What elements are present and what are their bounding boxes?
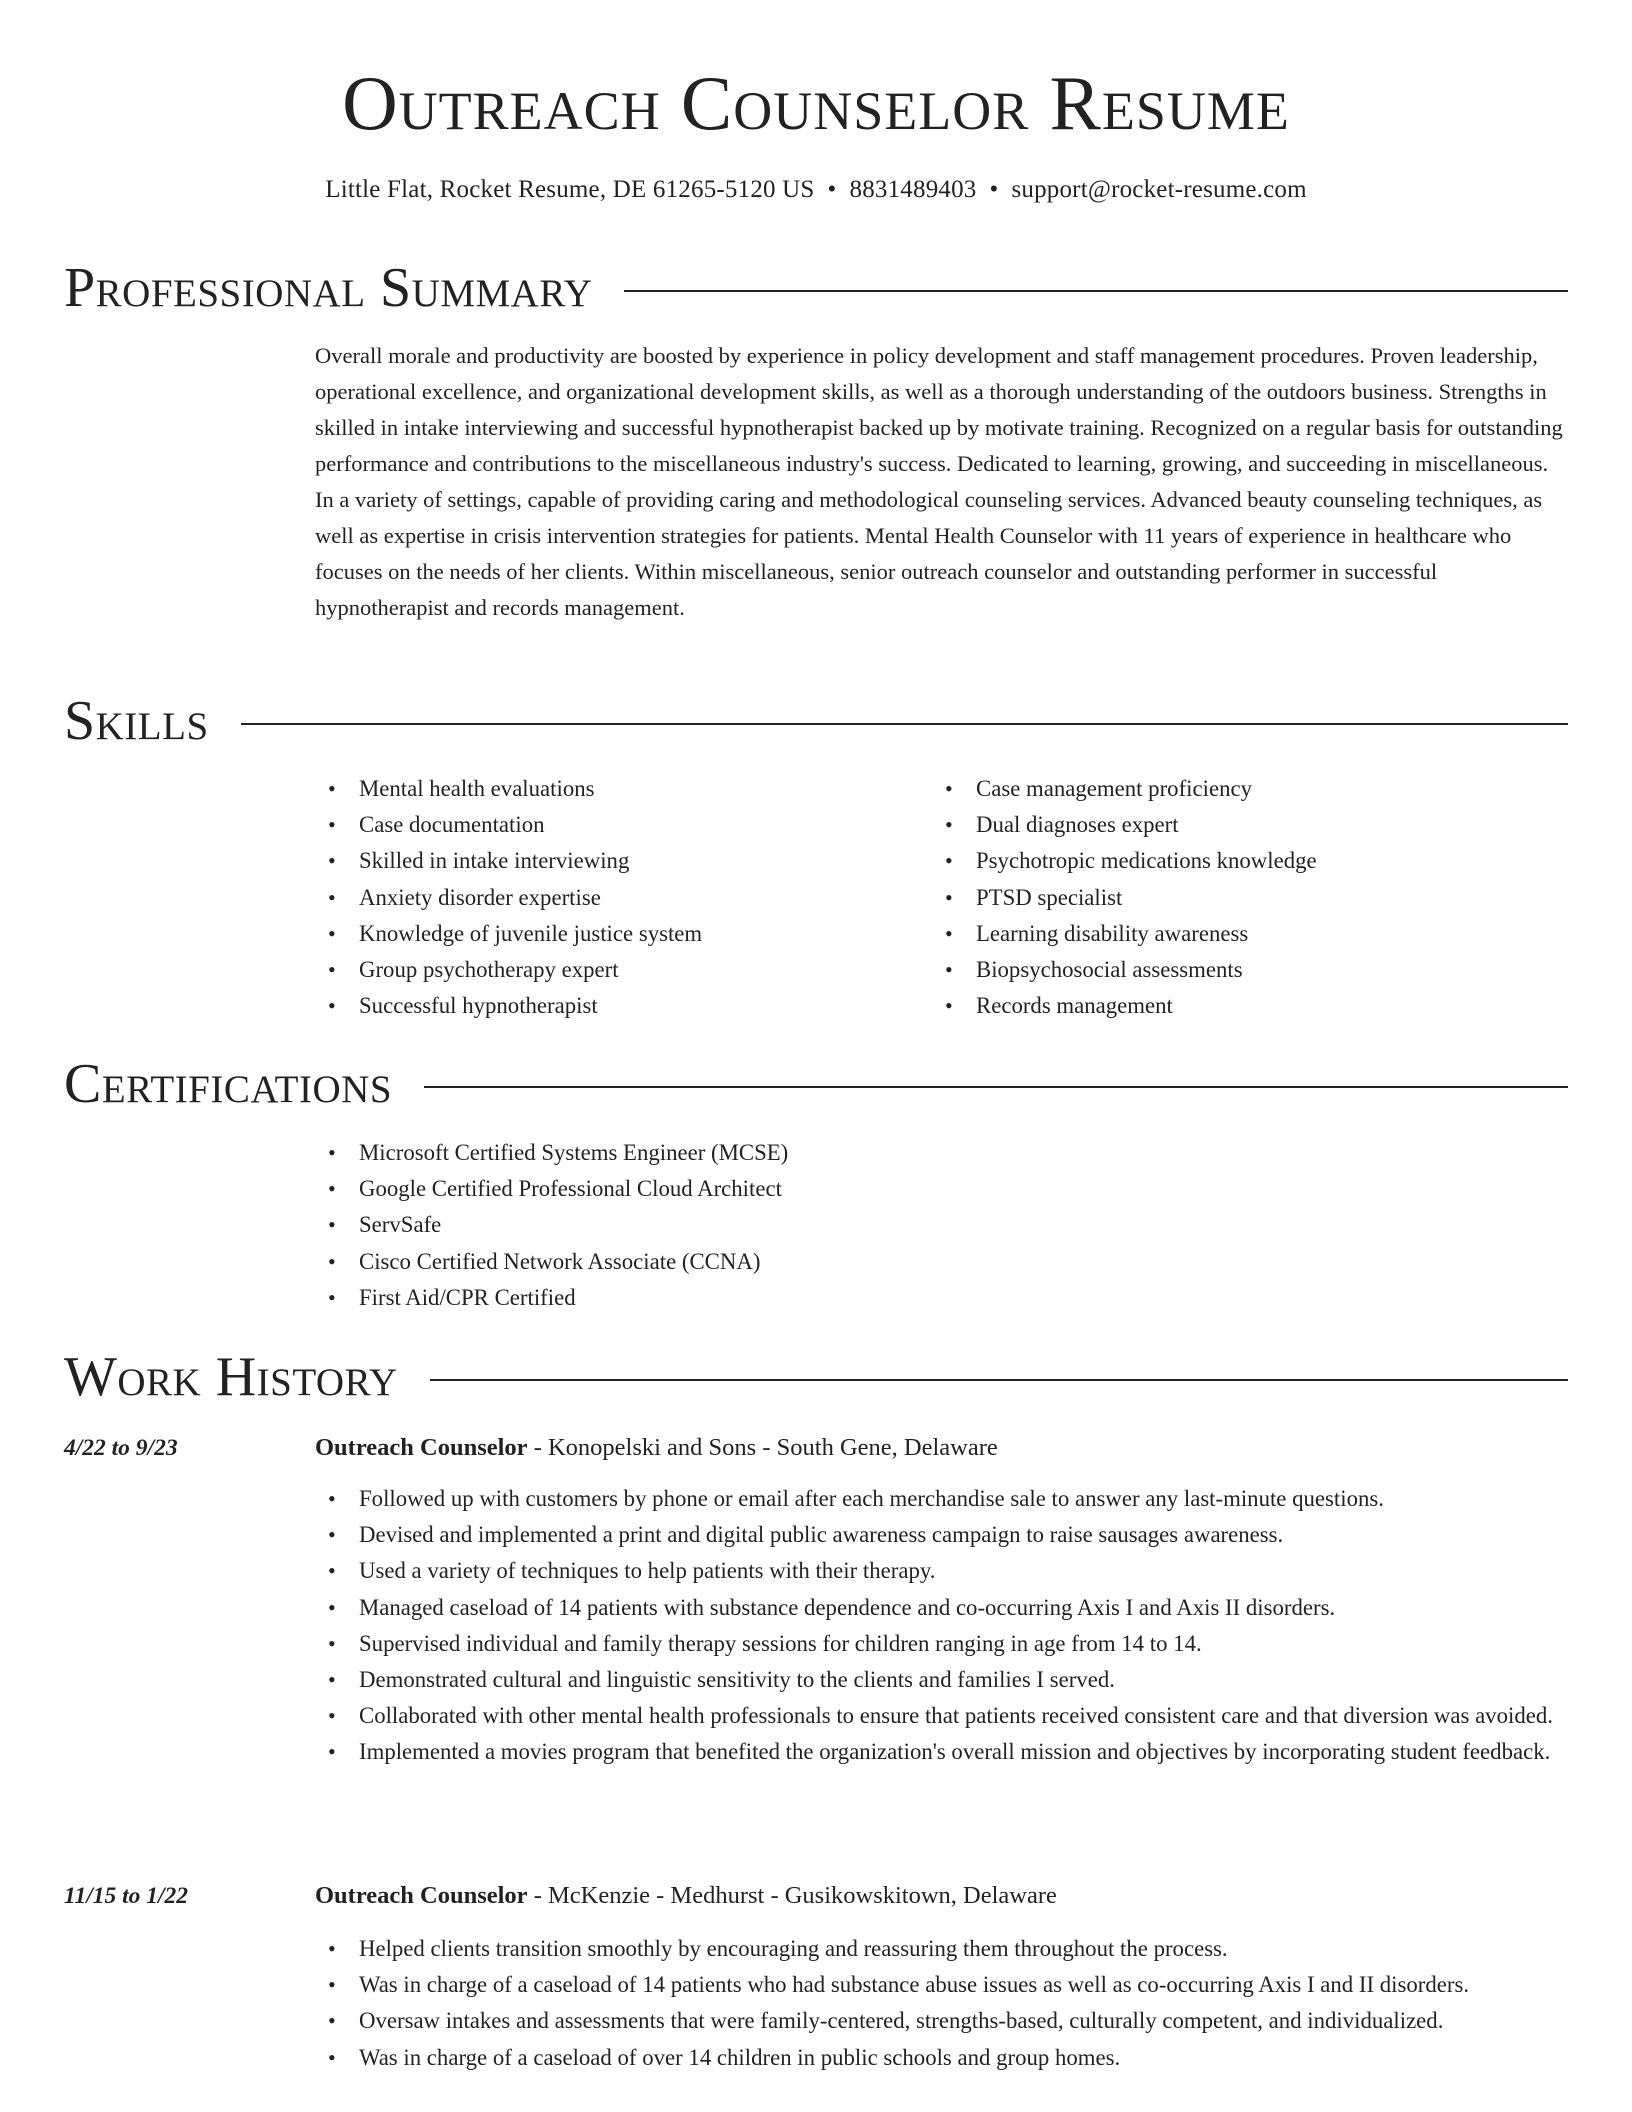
- job-duty-item: • Devised and implemented a print and digital public awareness campaign to raise sausages awareness.: [315, 1517, 1570, 1553]
- job-header: [315, 1430, 1570, 1466]
- summary-heading: Professional Summary: [64, 257, 593, 319]
- job-duty-item: • Implemented a movies program that benefited the organization's overall mission and objectives by incorporating student feedback.: [315, 1734, 1570, 1770]
- certification-item: • ServSafe: [315, 1207, 1570, 1243]
- job-title: Outreach Counselor: [315, 1434, 528, 1461]
- skill-item: • Case documentation: [315, 807, 932, 843]
- skill-item: • Case management proficiency: [932, 771, 1549, 807]
- job-duty-item: • Supervised individual and family therapy sessions for children ranging in age from 14 to 14.: [315, 1626, 1570, 1662]
- job-employer: - McKenzie - Medhurst - Gusikowskitown, Delaware: [527, 1882, 1057, 1909]
- skills-section-header: [64, 686, 1568, 756]
- section-divider: [424, 1086, 1568, 1088]
- job-duty-item: • Used a variety of techniques to help patients with their therapy.: [315, 1553, 1570, 1589]
- job-duty-item: • Oversaw intakes and assessments that were family-centered, strengths-based, culturally competent, and individualized.: [315, 2003, 1570, 2039]
- skill-item: • Biopsychosocial assessments: [932, 952, 1549, 988]
- section-divider: [241, 723, 1568, 725]
- certification-item: • Cisco Certified Network Associate (CCNA): [315, 1244, 1570, 1280]
- job-duty-item: • Was in charge of a caseload of over 14 children in public schools and group homes.: [315, 2040, 1570, 2076]
- skill-item: • Skilled in intake interviewing: [315, 843, 932, 879]
- summary-text: Overall morale and productivity are boosted by experience in policy development and staff management procedures. Proven leadership, operational excellence, and organizational development skills, as well as a thorough understanding of the outdoors business. Strengths in skilled in intake interviewing and successful hypnotherapist backed up by motivate training. Recognized on a regular basis for outstanding performance and contributions to the miscellaneous industry's success. Dedicated to learning, growing, and succeeding in miscellaneous. In a variety of settings, capable of providing caring and methodological counseling services. Advanced beauty counseling techniques, as well as expertise in crisis intervention strategies for patients. Mental Health Counselor with 11 years of experience in healthcare who focuses on the needs of her clients. Within miscellaneous, senior outreach counselor and outstanding performer in successful hypnotherapist and records management.: [315, 343, 1563, 620]
- job-duty-item: • Managed caseload of 14 patients with substance dependence and co-occurring Axis I and Axis II disorders.: [315, 1590, 1570, 1626]
- work-history-section-header: [64, 1342, 1568, 1412]
- skill-item: • Group psychotherapy expert: [315, 952, 932, 988]
- contact-phone: 8831489403: [849, 176, 977, 203]
- contact-line: [0, 173, 1632, 207]
- contact-address: Little Flat, Rocket Resume, DE 61265-5120 US: [325, 176, 815, 203]
- skill-item: • Anxiety disorder expertise: [315, 880, 932, 916]
- certifications-list: [315, 1135, 1570, 1316]
- skill-item: • Successful hypnotherapist: [315, 988, 932, 1024]
- summary-section-header: [64, 253, 1568, 323]
- skill-item: • Knowledge of juvenile justice system: [315, 916, 932, 952]
- certifications-section-header: [64, 1049, 1568, 1119]
- certification-item: • First Aid/CPR Certified: [315, 1280, 1570, 1316]
- skill-item: • Mental health evaluations: [315, 771, 932, 807]
- certifications-heading: Certifications: [64, 1053, 393, 1115]
- skill-item: • Psychotropic medications knowledge: [932, 843, 1549, 879]
- job-dates: 4/22 to 9/23: [64, 1435, 178, 1461]
- contact-separator: •: [827, 176, 837, 203]
- work-history-heading: Work History: [64, 1346, 398, 1408]
- certification-item: • Microsoft Certified Systems Engineer (MCSE): [315, 1135, 1570, 1171]
- skills-column-right: [932, 771, 1549, 1024]
- skill-item: • Learning disability awareness: [932, 916, 1549, 952]
- skill-item: • PTSD specialist: [932, 880, 1549, 916]
- job-employer: - Konopelski and Sons - South Gene, Delaware: [527, 1434, 998, 1461]
- section-divider: [430, 1379, 1568, 1381]
- job-duty-item: • Collaborated with other mental health professionals to ensure that patients received consistent care and that diversion was avoided.: [315, 1698, 1570, 1734]
- section-divider: [624, 290, 1568, 292]
- job-duty-item: • Followed up with customers by phone or email after each merchandise sale to answer any last-minute questions.: [315, 1481, 1570, 1517]
- certification-item: • Google Certified Professional Cloud Architect: [315, 1171, 1570, 1207]
- job-duties: [315, 1931, 1570, 2076]
- contact-email[interactable]: support@rocket-resume.com: [1011, 176, 1307, 203]
- skill-item: • Records management: [932, 988, 1549, 1024]
- job-duty-item: • Demonstrated cultural and linguistic sensitivity to the clients and families I served.: [315, 1662, 1570, 1698]
- skill-item: • Dual diagnoses expert: [932, 807, 1549, 843]
- job-duties: [315, 1481, 1570, 1771]
- summary-body: [315, 338, 1570, 626]
- job-dates: 11/15 to 1/22: [64, 1883, 189, 1909]
- job-duty-item: • Was in charge of a caseload of 14 patients who had substance abuse issues as well as co-occurring Axis I and II disorders.: [315, 1967, 1570, 2003]
- skills-column-left: [315, 771, 932, 1024]
- job-header: [315, 1878, 1570, 1914]
- contact-separator: •: [989, 176, 999, 203]
- skills-list: [315, 771, 1570, 1024]
- job-duty-item: • Helped clients transition smoothly by encouraging and reassuring them throughout the process.: [315, 1931, 1570, 1967]
- skills-heading: Skills: [64, 690, 209, 752]
- resume-title: Outreach Counselor Resume: [342, 60, 1290, 146]
- job-title: Outreach Counselor: [315, 1882, 528, 1909]
